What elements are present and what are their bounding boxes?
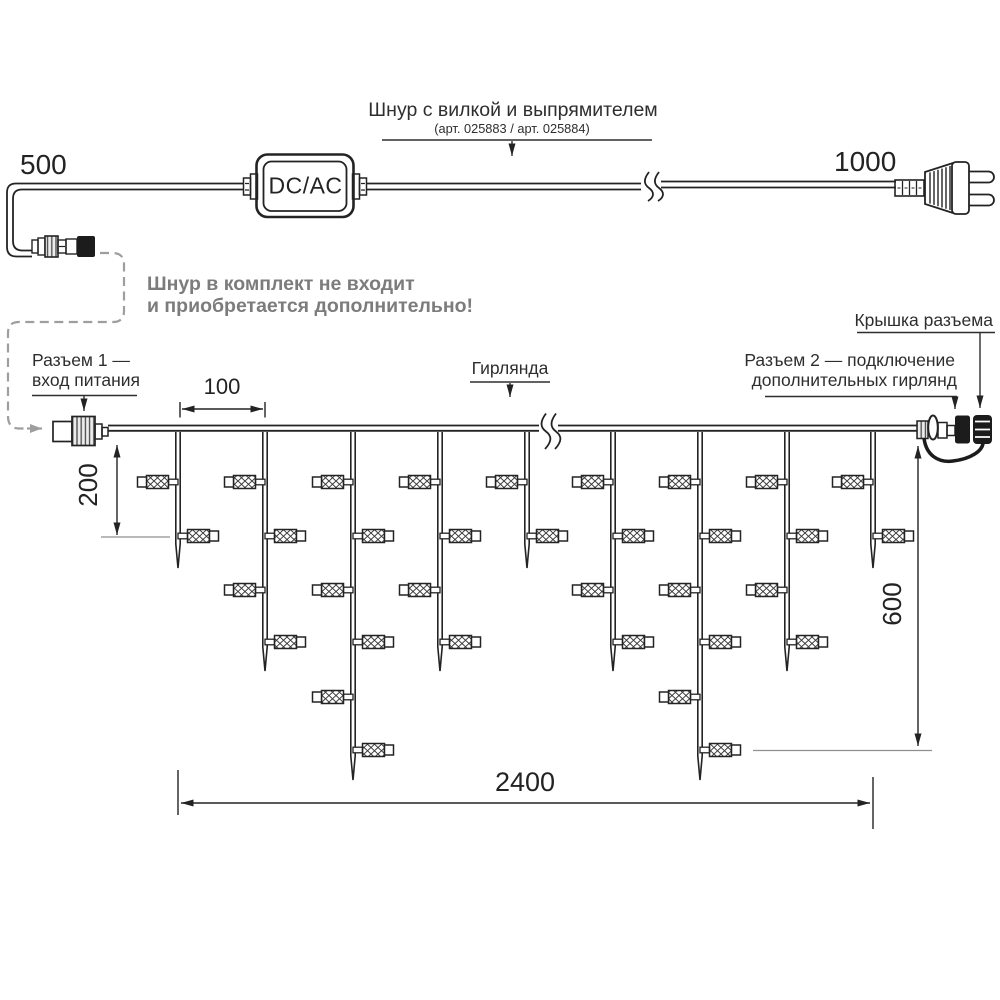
lamp-icon <box>138 476 179 489</box>
lamp-icon <box>700 636 741 649</box>
lamp-part <box>660 477 669 487</box>
garland-output-connector <box>917 415 992 461</box>
lamp-part <box>225 585 234 595</box>
lamp-icon <box>265 636 306 649</box>
lamp-icon <box>660 584 701 597</box>
lamp-part <box>322 584 344 597</box>
lamp-part <box>409 476 431 489</box>
lamp-icon <box>400 476 441 489</box>
garland-strand <box>313 432 394 780</box>
lamp-icon <box>313 476 354 489</box>
lamp-icon <box>400 584 441 597</box>
lamp-part <box>169 479 179 485</box>
lamp-part <box>787 533 797 539</box>
garland-strand <box>833 432 914 568</box>
connector1-callout <box>32 350 140 411</box>
lamp-part <box>322 476 344 489</box>
dim-length-value: 2400 <box>494 767 556 797</box>
cord-note-line1: Шнур в комплект не входит <box>147 273 415 295</box>
lamp-part <box>527 533 537 539</box>
lamp-part <box>582 584 604 597</box>
lamp-part <box>400 585 409 595</box>
lamp-part <box>645 531 654 541</box>
lamp-part <box>537 530 559 543</box>
lamp-icon <box>225 476 266 489</box>
lamp-part <box>353 639 363 645</box>
lamp-part <box>604 479 614 485</box>
lamp-icon <box>613 530 654 543</box>
garland-strand <box>660 432 741 780</box>
lamp-part <box>756 476 778 489</box>
connector2-callout <box>744 350 957 409</box>
lamp-part <box>297 637 306 647</box>
lamp-part <box>210 531 219 541</box>
dim-long-drop-600 <box>753 446 932 751</box>
dim-spacing-value: 100 <box>203 374 241 399</box>
lamp-part <box>747 585 756 595</box>
wire-break-icon <box>542 414 561 450</box>
lamp-part <box>265 533 275 539</box>
lamp-part <box>797 636 819 649</box>
power-plug-icon <box>895 162 994 214</box>
lamp-part <box>225 477 234 487</box>
lamp-part <box>400 477 409 487</box>
cord-connector-icon <box>32 236 95 257</box>
lamp-part <box>440 533 450 539</box>
lamp-part <box>747 477 756 487</box>
garland-strand <box>138 432 219 568</box>
lamp-part <box>778 587 788 593</box>
lamp-part <box>450 636 472 649</box>
cord-subtitle: (арт. 025883 / арт. 025884) <box>434 121 590 136</box>
lamp-icon <box>747 584 788 597</box>
lamp-part <box>265 639 275 645</box>
lamp-part <box>660 585 669 595</box>
garland-strand <box>487 432 568 568</box>
lamp-part <box>573 585 582 595</box>
lamp-part <box>623 636 645 649</box>
garland-strand <box>225 432 306 671</box>
lamp-part <box>883 530 905 543</box>
garland-input-connector <box>53 417 108 446</box>
lamp-part <box>256 479 266 485</box>
lamp-part <box>833 477 842 487</box>
cord-break-icon <box>645 172 663 201</box>
lamp-part <box>700 747 710 753</box>
lamp-part <box>732 531 741 541</box>
lamp-part <box>138 477 147 487</box>
lamp-icon <box>265 530 306 543</box>
lamp-icon <box>573 476 614 489</box>
lamp-part <box>604 587 614 593</box>
lamp-part <box>645 637 654 647</box>
lamp-part <box>472 637 481 647</box>
lamp-part <box>344 694 354 700</box>
lamp-part <box>819 637 828 647</box>
garland-strand <box>573 432 654 671</box>
lamp-part <box>660 692 669 702</box>
lamp-icon <box>787 636 828 649</box>
lamp-part <box>353 533 363 539</box>
lamp-part <box>472 531 481 541</box>
cap-label: Крышка разъема <box>854 310 993 330</box>
lamp-icon <box>613 636 654 649</box>
lamp-part <box>623 530 645 543</box>
lamp-part <box>905 531 914 541</box>
lamp-icon <box>313 691 354 704</box>
lamp-part <box>710 530 732 543</box>
cord-title: Шнур с вилкой и выпрямителем <box>368 99 658 121</box>
lamp-icon <box>527 530 568 543</box>
lamp-icon <box>700 530 741 543</box>
lamp-part <box>440 639 450 645</box>
lamp-icon <box>660 691 701 704</box>
lamp-part <box>873 533 883 539</box>
lamp-icon <box>660 476 701 489</box>
lamp-icon <box>833 476 874 489</box>
lamp-part <box>559 531 568 541</box>
lamp-part <box>613 533 623 539</box>
dim-long-drop-value: 600 <box>877 582 907 626</box>
lamp-part <box>275 636 297 649</box>
garland-callout <box>470 358 550 397</box>
lamp-part <box>487 477 496 487</box>
lamp-part <box>691 587 701 593</box>
lamp-part <box>385 531 394 541</box>
lamp-part <box>275 530 297 543</box>
lamp-part <box>710 744 732 757</box>
lamp-part <box>353 747 363 753</box>
dim-spacing-100 <box>180 374 265 418</box>
garland-wire <box>108 426 917 431</box>
lamp-part <box>797 530 819 543</box>
lamp-part <box>256 587 266 593</box>
lamp-part <box>409 584 431 597</box>
lamp-part <box>700 533 710 539</box>
garland-strand <box>747 432 828 671</box>
lamp-part <box>431 479 441 485</box>
lamp-part <box>363 636 385 649</box>
lamp-part <box>147 476 169 489</box>
lamp-icon <box>313 584 354 597</box>
cord-title-callout <box>368 99 657 156</box>
lamp-part <box>344 587 354 593</box>
lamp-icon <box>353 530 394 543</box>
cord-note <box>147 273 473 317</box>
lamp-part <box>385 745 394 755</box>
lamp-part <box>842 476 864 489</box>
adapter-label: DC/AC <box>268 172 343 199</box>
lamp-icon <box>700 744 741 757</box>
connector2-label-line1: Разъем 2 — подключение <box>744 350 955 370</box>
lamp-part <box>450 530 472 543</box>
connector2-label-line2: дополнительных гирлянд <box>751 370 957 390</box>
garland-strands <box>138 432 914 780</box>
lamp-part <box>691 694 701 700</box>
lamp-icon <box>353 636 394 649</box>
lamp-part <box>700 639 710 645</box>
garland <box>53 414 992 781</box>
lamp-icon <box>225 584 266 597</box>
cord-length-right: 1000 <box>834 146 897 177</box>
lamp-part <box>669 584 691 597</box>
lamp-part <box>669 691 691 704</box>
lamp-part <box>732 637 741 647</box>
lamp-icon <box>873 530 914 543</box>
lamp-part <box>756 584 778 597</box>
lamp-icon <box>787 530 828 543</box>
lamp-part <box>385 637 394 647</box>
cord-length-left: 500 <box>20 149 67 180</box>
lamp-icon <box>487 476 528 489</box>
lamp-part <box>691 479 701 485</box>
lamp-part <box>322 691 344 704</box>
lamp-icon <box>440 530 481 543</box>
lamp-part <box>710 636 732 649</box>
power-wire <box>7 184 243 257</box>
lamp-icon <box>747 476 788 489</box>
lamp-part <box>344 479 354 485</box>
lamp-part <box>313 477 322 487</box>
lamp-part <box>313 585 322 595</box>
lamp-part <box>363 744 385 757</box>
lamp-part <box>188 530 210 543</box>
lamp-part <box>819 531 828 541</box>
cord-note-line2: и приобретается дополнительно! <box>147 295 474 317</box>
lamp-icon <box>353 744 394 757</box>
lamp-part <box>313 692 322 702</box>
garland-label: Гирлянда <box>471 358 549 378</box>
connector1-label-line1: Разъем 1 — <box>32 350 130 370</box>
lamp-part <box>363 530 385 543</box>
lamp-part <box>297 531 306 541</box>
lamp-part <box>234 584 256 597</box>
power-wire <box>367 182 896 190</box>
dim-length-2400 <box>178 767 873 829</box>
lamp-part <box>864 479 874 485</box>
lamp-part <box>787 639 797 645</box>
connector-cap-icon <box>973 415 992 444</box>
connector1-label-line2: вход питания <box>32 370 140 390</box>
lamp-icon <box>440 636 481 649</box>
lamp-part <box>669 476 691 489</box>
lamp-part <box>573 477 582 487</box>
dashed-route <box>8 253 124 429</box>
lamp-icon <box>573 584 614 597</box>
lamp-part <box>778 479 788 485</box>
dim-short-drop-200 <box>73 445 170 537</box>
lamp-part <box>732 745 741 755</box>
lamp-icon <box>178 530 219 543</box>
lamp-part <box>234 476 256 489</box>
lamp-part <box>518 479 528 485</box>
lamp-part <box>496 476 518 489</box>
lamp-part <box>613 639 623 645</box>
garland-strand <box>400 432 481 671</box>
lamp-part <box>582 476 604 489</box>
dim-short-drop-value: 200 <box>73 463 103 507</box>
lamp-part <box>431 587 441 593</box>
lamp-part <box>178 533 188 539</box>
